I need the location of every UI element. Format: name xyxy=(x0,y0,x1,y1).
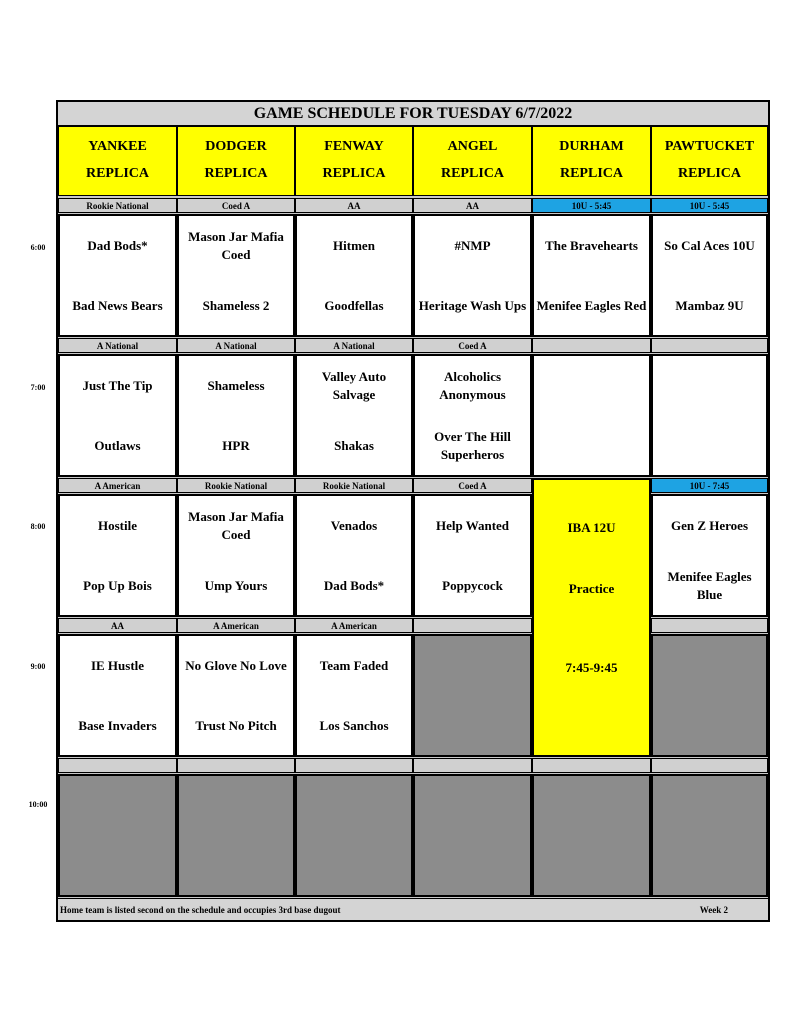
park-sub: REPLICA xyxy=(322,166,386,181)
division-label: Coed A xyxy=(413,338,532,353)
game-cell xyxy=(295,214,413,337)
game-cell xyxy=(651,214,768,337)
away-team: The Bravehearts xyxy=(545,238,638,253)
time-label: 8:00 xyxy=(30,522,46,531)
division-label: A National xyxy=(58,338,177,353)
home-team: HPR xyxy=(222,438,250,453)
division-label xyxy=(532,338,651,353)
game-cell xyxy=(58,634,177,757)
division-label: A National xyxy=(295,338,413,353)
game-cell xyxy=(58,494,177,617)
game-cell xyxy=(177,634,295,757)
game-cell xyxy=(413,354,532,477)
closed-cell xyxy=(532,774,651,897)
park-sub: REPLICA xyxy=(677,166,741,181)
division-label-empty xyxy=(58,758,177,773)
away-team: Team Faded xyxy=(319,658,389,673)
home-team: Los Sanchos xyxy=(319,718,389,733)
park-name: PAWTUCKET xyxy=(664,139,755,154)
away-team: #NMP xyxy=(454,238,491,253)
home-team: Trust No Pitch xyxy=(195,718,277,733)
home-team: Shameless 2 xyxy=(202,298,270,313)
home-team: Over The Hill Superheros xyxy=(434,429,511,462)
schedule-title: GAME SCHEDULE FOR TUESDAY 6/7/2022 xyxy=(58,102,768,126)
week-label: Week 2 xyxy=(699,905,728,915)
division-label-empty xyxy=(651,618,768,633)
away-team: Help Wanted xyxy=(435,518,510,533)
closed-cell xyxy=(651,774,768,897)
game-cell xyxy=(532,214,651,337)
park-name: DODGER xyxy=(205,139,267,154)
park-header-fenway xyxy=(295,126,413,196)
closed-cell xyxy=(413,634,532,757)
closed-cell xyxy=(651,634,768,757)
park-sub: REPLICA xyxy=(440,166,504,181)
park-header-yankee xyxy=(58,126,177,196)
away-team: Gen Z Heroes xyxy=(670,518,749,533)
game-cell xyxy=(58,354,177,477)
game-cell xyxy=(177,214,295,337)
home-team: Pop Up Bois xyxy=(83,578,152,593)
iba-line-1: IBA 12U xyxy=(567,520,616,535)
division-label: Rookie National xyxy=(58,198,177,213)
division-label: A American xyxy=(177,618,295,633)
division-label: AA xyxy=(58,618,177,633)
home-team: Goodfellas xyxy=(324,298,384,313)
division-label: Rookie National xyxy=(295,478,413,493)
game-cell xyxy=(295,634,413,757)
division-label: A American xyxy=(295,618,413,633)
division-label: A National xyxy=(177,338,295,353)
time-label: 6:00 xyxy=(30,243,46,252)
iba-line-2: Practice xyxy=(568,581,615,596)
schedule-footer xyxy=(58,898,768,920)
division-label-empty xyxy=(651,758,768,773)
park-header-durham xyxy=(532,126,651,196)
closed-cell xyxy=(413,774,532,897)
game-cell-empty xyxy=(532,354,651,477)
division-label: Rookie National xyxy=(177,478,295,493)
away-team: IE Hustle xyxy=(90,658,145,673)
time-label: 9:00 xyxy=(30,662,46,671)
game-cell xyxy=(58,214,177,337)
park-name: FENWAY xyxy=(324,139,384,154)
away-team: Shameless xyxy=(207,378,265,393)
park-name: DURHAM xyxy=(559,139,624,154)
division-label: Coed A xyxy=(177,198,295,213)
away-team: Alcoholics Anonymous xyxy=(439,369,506,402)
game-cell xyxy=(177,494,295,617)
away-team: Mason Jar Mafia Coed xyxy=(188,509,284,542)
division-label-empty xyxy=(413,618,532,633)
game-cell xyxy=(651,494,768,617)
game-cell xyxy=(295,494,413,617)
division-label xyxy=(651,338,768,353)
away-team: So Cal Aces 10U xyxy=(664,238,755,253)
away-team: Mason Jar Mafia Coed xyxy=(188,229,284,262)
division-label: 10U - 5:45 xyxy=(532,198,651,213)
park-sub: REPLICA xyxy=(204,166,268,181)
time-label: 7:00 xyxy=(30,383,46,392)
division-label-empty xyxy=(413,758,532,773)
home-team: Mambaz 9U xyxy=(675,298,744,313)
home-team: Menifee Eagles Red xyxy=(536,298,647,313)
closed-cell xyxy=(177,774,295,897)
away-team: Valley Auto Salvage xyxy=(321,369,387,402)
home-team: Outlaws xyxy=(94,438,141,453)
game-cell xyxy=(295,354,413,477)
home-team: Base Invaders xyxy=(78,718,157,733)
division-label-empty xyxy=(295,758,413,773)
division-label: Coed A xyxy=(413,478,532,493)
park-header-pawtucket xyxy=(651,126,768,196)
division-label-empty xyxy=(532,758,651,773)
away-team: Hitmen xyxy=(333,238,375,253)
park-sub: REPLICA xyxy=(559,166,623,181)
home-team: Shakas xyxy=(334,438,374,453)
iba-line-3: 7:45-9:45 xyxy=(565,660,618,675)
away-team: Venados xyxy=(330,518,378,533)
park-sub: REPLICA xyxy=(85,166,149,181)
home-team: Poppycock xyxy=(442,578,503,593)
closed-cell xyxy=(58,774,177,897)
time-label: 10:00 xyxy=(28,800,48,809)
park-header-angel xyxy=(413,126,532,196)
footer-note: Home team is listed second on the schedule and occupies 3rd base dugout xyxy=(60,905,341,915)
game-cell xyxy=(413,214,532,337)
game-cell xyxy=(177,354,295,477)
away-team: Hostile xyxy=(98,518,137,533)
park-header-dodger xyxy=(177,126,295,196)
park-name: ANGEL xyxy=(447,139,498,154)
away-team: No Glove No Love xyxy=(185,658,287,673)
division-label-empty xyxy=(177,758,295,773)
home-team: Bad News Bears xyxy=(72,298,163,313)
division-label: 10U - 7:45 xyxy=(651,478,768,493)
division-label: AA xyxy=(295,198,413,213)
division-label: AA xyxy=(413,198,532,213)
away-team: Just The Tip xyxy=(82,378,153,393)
game-cell-empty xyxy=(651,354,768,477)
division-label: 10U - 5:45 xyxy=(651,198,768,213)
home-team: Ump Yours xyxy=(204,578,268,593)
away-team: Dad Bods* xyxy=(87,238,148,253)
home-team: Dad Bods* xyxy=(323,578,385,593)
iba-practice-block xyxy=(532,478,651,757)
park-name: YANKEE xyxy=(88,139,147,154)
home-team: Heritage Wash Ups xyxy=(418,298,527,313)
home-team: Menifee Eagles Blue xyxy=(667,569,752,602)
division-label: A American xyxy=(58,478,177,493)
closed-cell xyxy=(295,774,413,897)
game-cell xyxy=(413,494,532,617)
